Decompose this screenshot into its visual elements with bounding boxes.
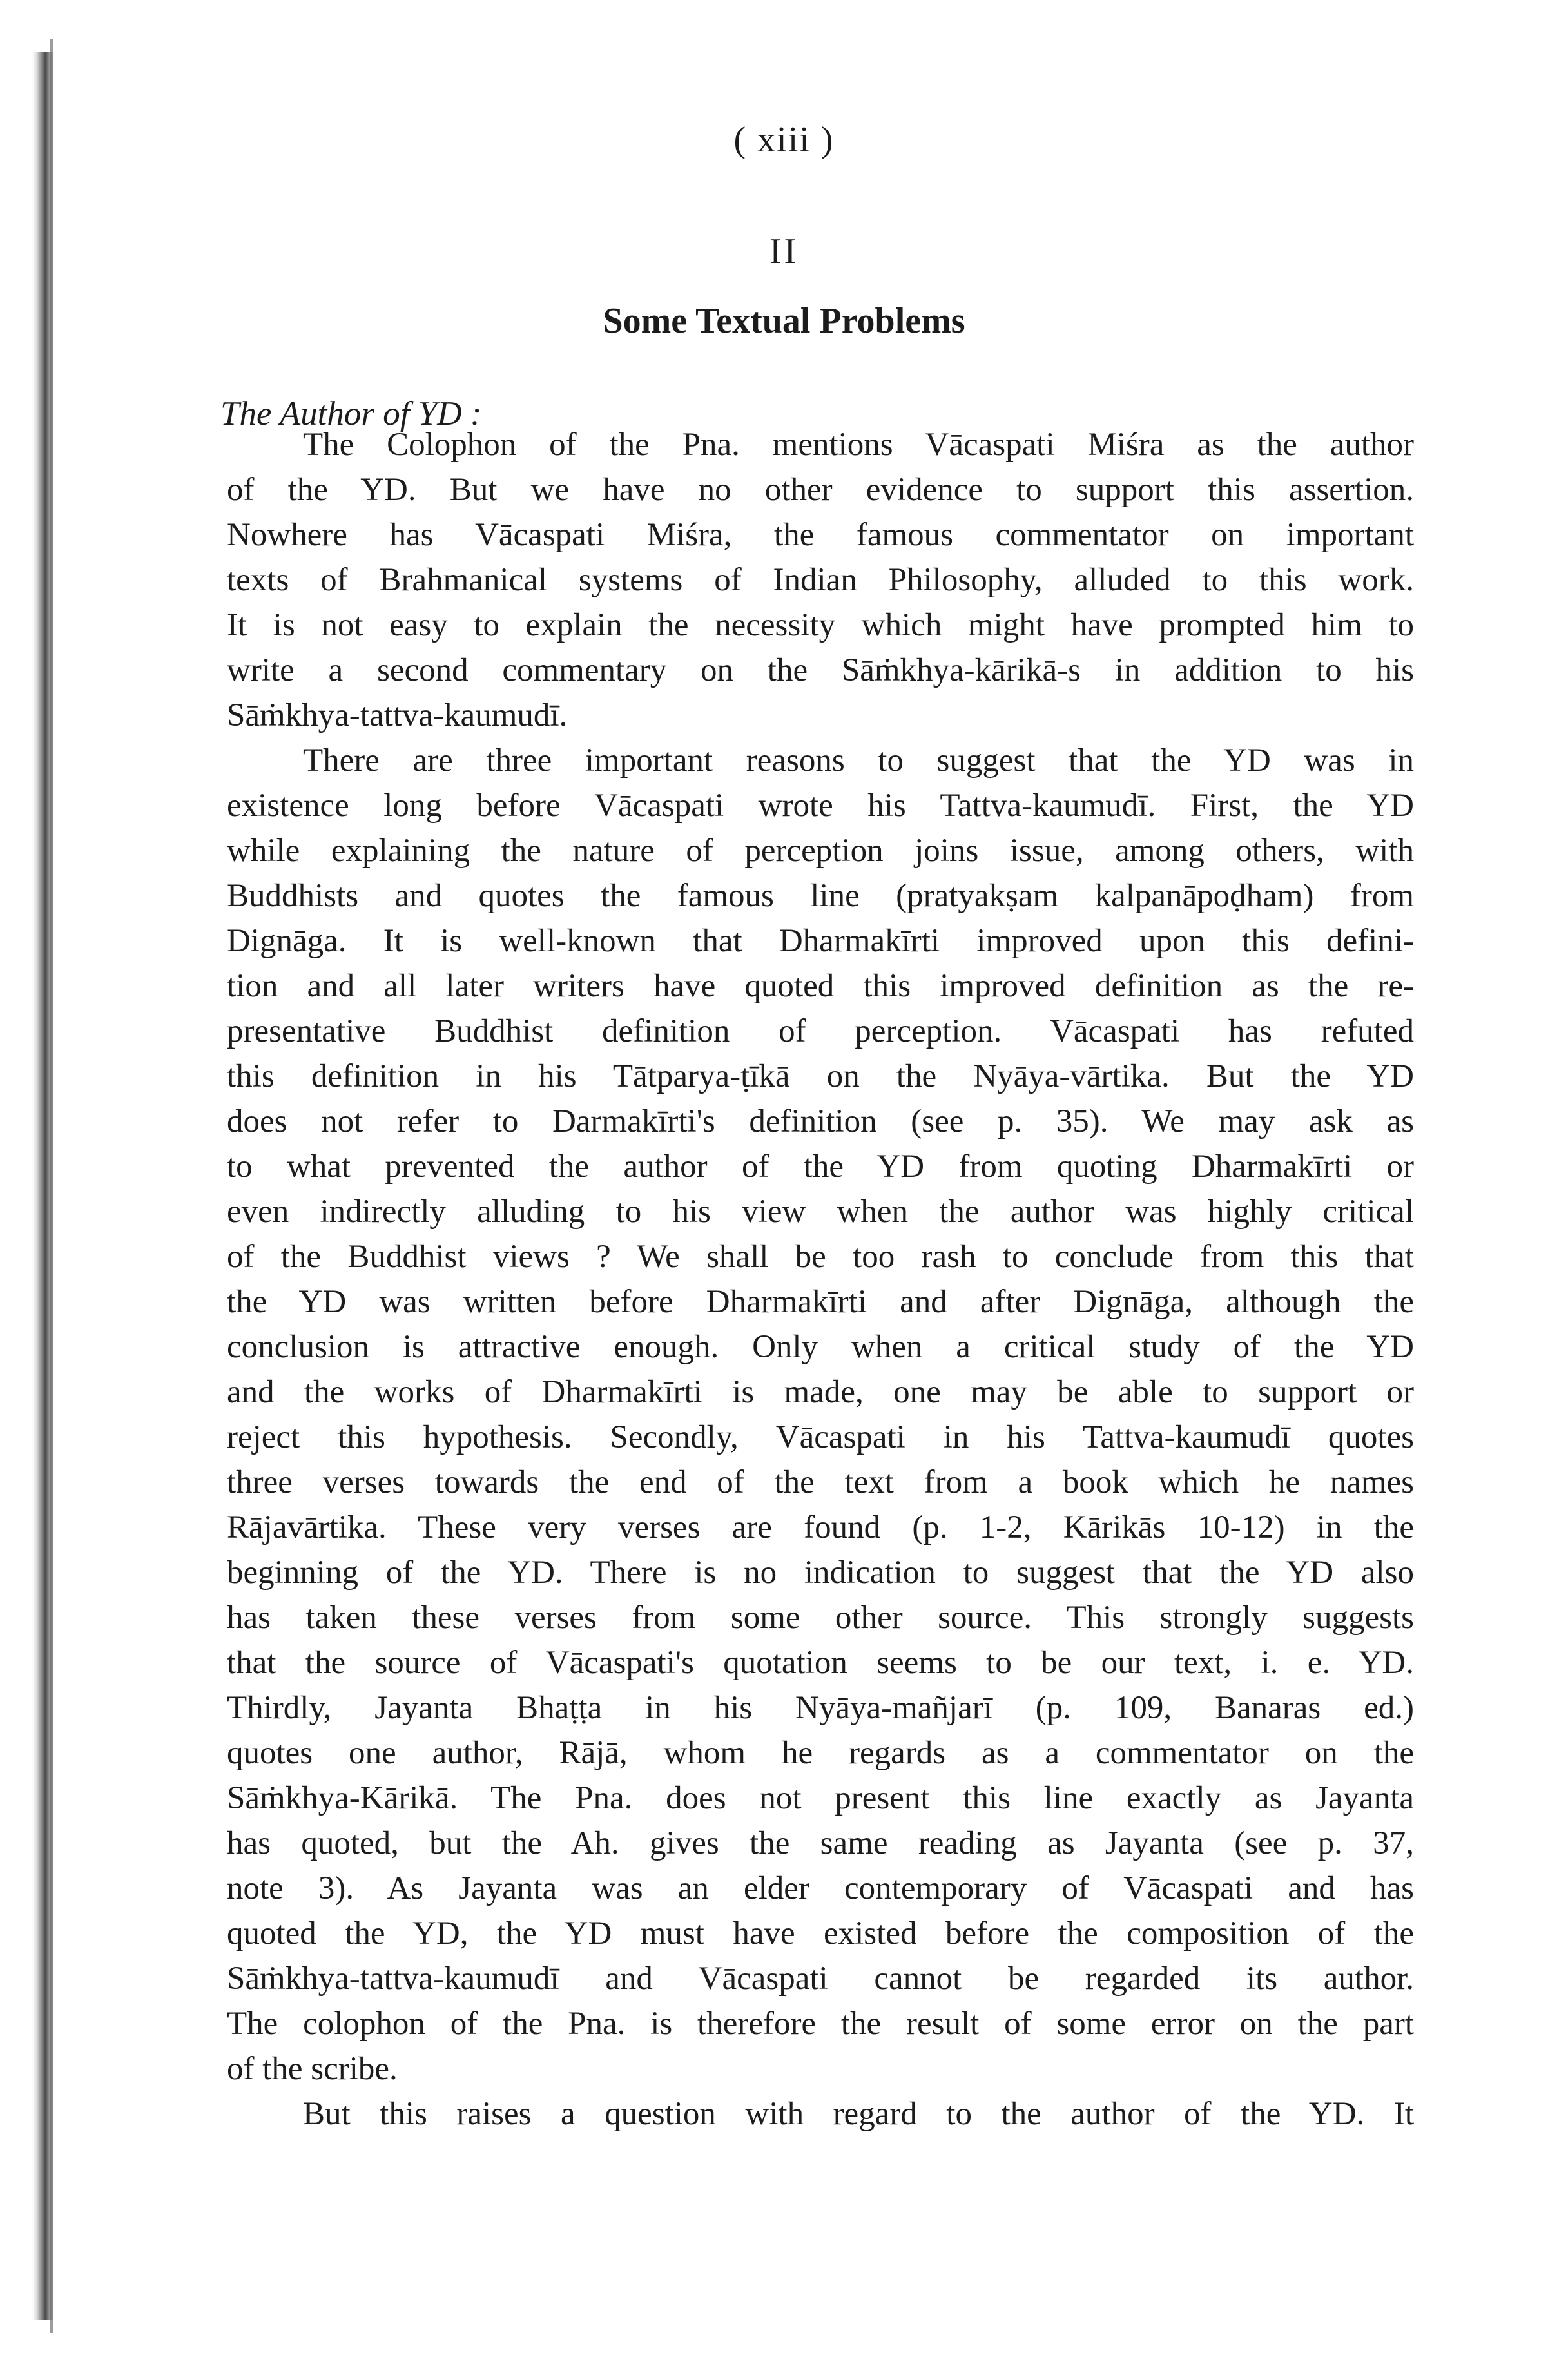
paragraph-line: does not refer to Darmakīrti's definition (see p. 35). We may ask as [227, 1103, 1414, 1139]
paragraph-line: Dignāga. It is well-known that Dharmakīrti improved upon this defini- [227, 923, 1414, 959]
paragraph-line: three verses towards the end of the text from a book which he names [227, 1464, 1414, 1500]
paragraph-line: Sāṁkhya-tattva-kaumudī and Vācaspati cannot be regarded its author. [227, 1961, 1414, 1997]
paragraph-line: of the scribe. [227, 2051, 398, 2087]
paragraph-line: Nowhere has Vācaspati Miśra, the famous commentator on important [227, 517, 1414, 553]
paragraph-line: It is not easy to explain the necessity which might have prompted him to [227, 607, 1414, 643]
paragraph-line: texts of Brahmanical systems of Indian Philosophy, alluded to this work. [227, 562, 1414, 598]
paragraph-line: The Colophon of the Pna. mentions Vācaspati Miśra as the author [303, 427, 1414, 463]
paragraph-line: Rājavārtika. These very verses are found (p. 1-2, Kārikās 10-12) in the [227, 1509, 1414, 1546]
paragraph-line: quotes one author, Rājā, whom he regards as a commentator on the [227, 1735, 1414, 1771]
paragraph-line: while explaining the nature of perception joins issue, among others, with [227, 833, 1414, 869]
paragraph-line: that the source of Vācaspati's quotation seems to be our text, i. e. YD. [227, 1645, 1414, 1681]
paragraph-line: Sāṁkhya-Kārikā. The Pna. does not present this line exactly as Jayanta [227, 1780, 1414, 1816]
paragraph-line: There are three important reasons to suggest that the YD was in [303, 742, 1414, 779]
paragraph-line: note 3). As Jayanta was an elder contemporary of Vācaspati and has [227, 1870, 1414, 1906]
paragraph-line: even indirectly alluding to his view when the author was highly critical [227, 1194, 1414, 1230]
paragraph-line: has quoted, but the Ah. gives the same reading as Jayanta (see p. 37, [227, 1825, 1414, 1861]
paragraph-line: quoted the YD, the YD must have existed before the composition of the [227, 1915, 1414, 1952]
paragraph-line: conclusion is attractive enough. Only when a critical study of the YD [227, 1329, 1414, 1365]
paragraph-line: beginning of the YD. There is no indication to suggest that the YD also [227, 1555, 1414, 1591]
paragraph-line: presentative Buddhist definition of perception. Vācaspati has refuted [227, 1013, 1414, 1049]
paragraph-line: But this raises a question with regard to the author of the YD. It [303, 2096, 1414, 2132]
binding-shadow-line [50, 39, 53, 2333]
paragraph-line: to what prevented the author of the YD from quoting Dharmakīrti or [227, 1148, 1414, 1185]
paragraph-line: of the Buddhist views ? We shall be too rash to conclude from this that [227, 1239, 1414, 1275]
paragraph-line: Buddhists and quotes the famous line (pratyakṣam kalpanāpoḍham) from [227, 878, 1414, 914]
paragraph-line: and the works of Dharmakīrti is made, one may be able to support or [227, 1374, 1414, 1410]
section-number: II [769, 231, 799, 271]
paragraph-line: the YD was written before Dharmakīrti and after Dignāga, although the [227, 1284, 1414, 1320]
paragraph-line: existence long before Vācaspati wrote his Tattva-kaumudī. First, the YD [227, 788, 1414, 824]
paragraph-line: Sāṁkhya-tattva-kaumudī. [227, 697, 568, 733]
paragraph-line: has taken these verses from some other source. This strongly suggests [227, 1600, 1414, 1636]
paragraph-line: this definition in his Tātparya-ṭīkā on the Nyāya-vārtika. But the YD [227, 1058, 1414, 1094]
paragraph-line: of the YD. But we have no other evidence to support this assertion. [227, 472, 1414, 508]
paragraph-line: reject this hypothesis. Secondly, Vācaspati in his Tattva-kaumudī quotes [227, 1419, 1414, 1455]
subheading: The Author of YD : [220, 395, 482, 432]
section-title: Some Textual Problems [603, 301, 965, 341]
paragraph-line: tion and all later writers have quoted this improved definition as the re- [227, 968, 1414, 1004]
paragraph-line: The colophon of the Pna. is therefore the result of some error on the part [227, 2006, 1414, 2042]
paragraph-line: write a second commentary on the Sāṁkhya-kārikā-s in addition to his [227, 652, 1414, 688]
paragraph-line: Thirdly, Jayanta Bhaṭṭa in his Nyāya-mañjarī (p. 109, Banaras ed.) [227, 1690, 1414, 1726]
page-number: ( xiii ) [733, 120, 835, 160]
